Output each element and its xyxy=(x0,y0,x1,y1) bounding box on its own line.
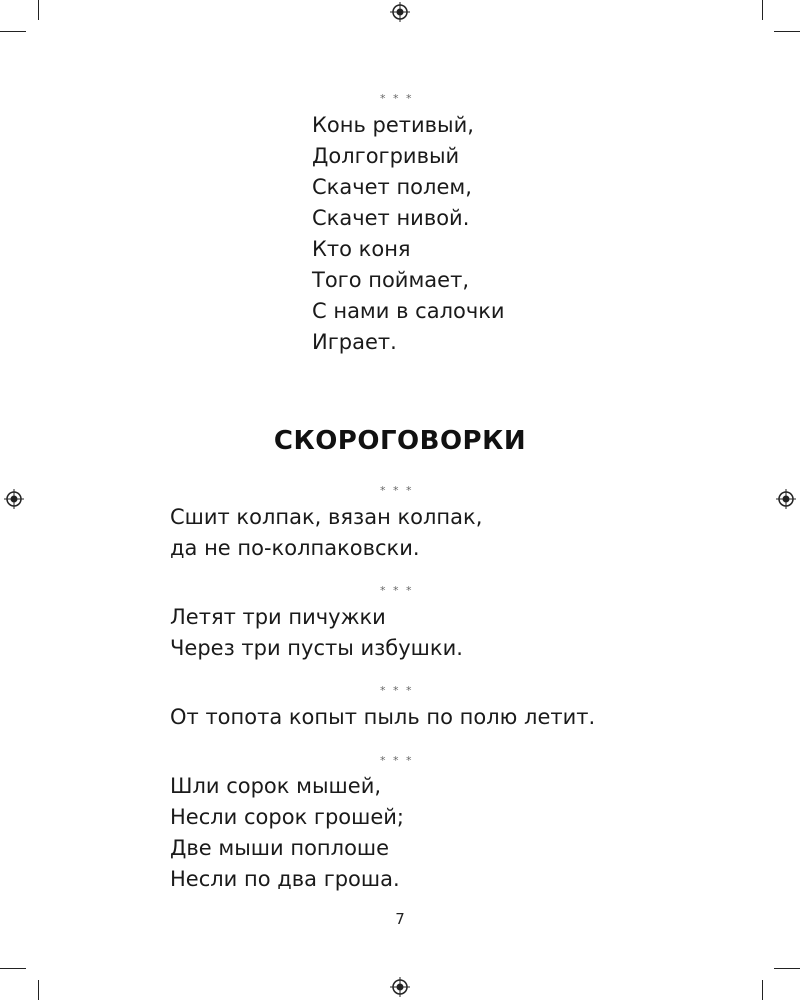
section-title: СКОРОГОВОРКИ xyxy=(273,426,527,456)
twister-line: Несли по два гроша. xyxy=(170,867,400,891)
registration-crosshair-icon xyxy=(390,2,410,22)
poem-line: Кто коня xyxy=(312,237,411,261)
twister-line: Две мыши поплоше xyxy=(170,836,390,860)
page-number: 7 xyxy=(395,910,405,928)
twister-divider-stars: * * * xyxy=(380,754,414,767)
crop-mark-bottom-right-v xyxy=(762,980,763,1000)
crop-mark-bottom-left-v xyxy=(38,980,39,1000)
twister-line: От топота копыт пыль по полю летит. xyxy=(170,705,596,729)
twister-divider-stars: * * * xyxy=(380,684,414,697)
twister-line: да не по-колпаковски. xyxy=(170,536,420,560)
twister-line: Сшит колпак, вязан колпак, xyxy=(170,505,483,529)
crop-mark-top-left-h xyxy=(0,31,26,32)
twister-divider-stars: * * * xyxy=(380,584,414,597)
poem-line: Того поймает, xyxy=(312,268,469,292)
crop-mark-top-right-h xyxy=(774,31,800,32)
registration-crosshair-icon xyxy=(776,489,796,509)
crop-mark-top-right-v xyxy=(762,0,763,20)
crop-mark-bottom-left-h xyxy=(0,968,26,969)
poem-line: Конь ретивый, xyxy=(312,113,474,137)
poem-line: С нами в салочки xyxy=(312,299,505,323)
twister-divider-stars: * * * xyxy=(380,484,414,497)
twister-line: Летят три пичужки xyxy=(170,605,386,629)
poem-line: Играет. xyxy=(312,330,397,354)
twister-line: Несли сорок грошей; xyxy=(170,805,405,829)
poem-divider-stars: * * * xyxy=(380,92,414,105)
registration-crosshair-icon xyxy=(390,977,410,997)
registration-crosshair-icon xyxy=(4,489,24,509)
crop-mark-top-left-v xyxy=(38,0,39,20)
twister-line: Шли сорок мышей, xyxy=(170,774,382,798)
twister-line: Через три пусты избушки. xyxy=(170,636,463,660)
crop-mark-bottom-right-h xyxy=(774,968,800,969)
poem-line: Скачет полем, xyxy=(312,175,472,199)
poem-line: Скачет нивой. xyxy=(312,206,470,230)
poem-line: Долгогривый xyxy=(312,144,460,168)
